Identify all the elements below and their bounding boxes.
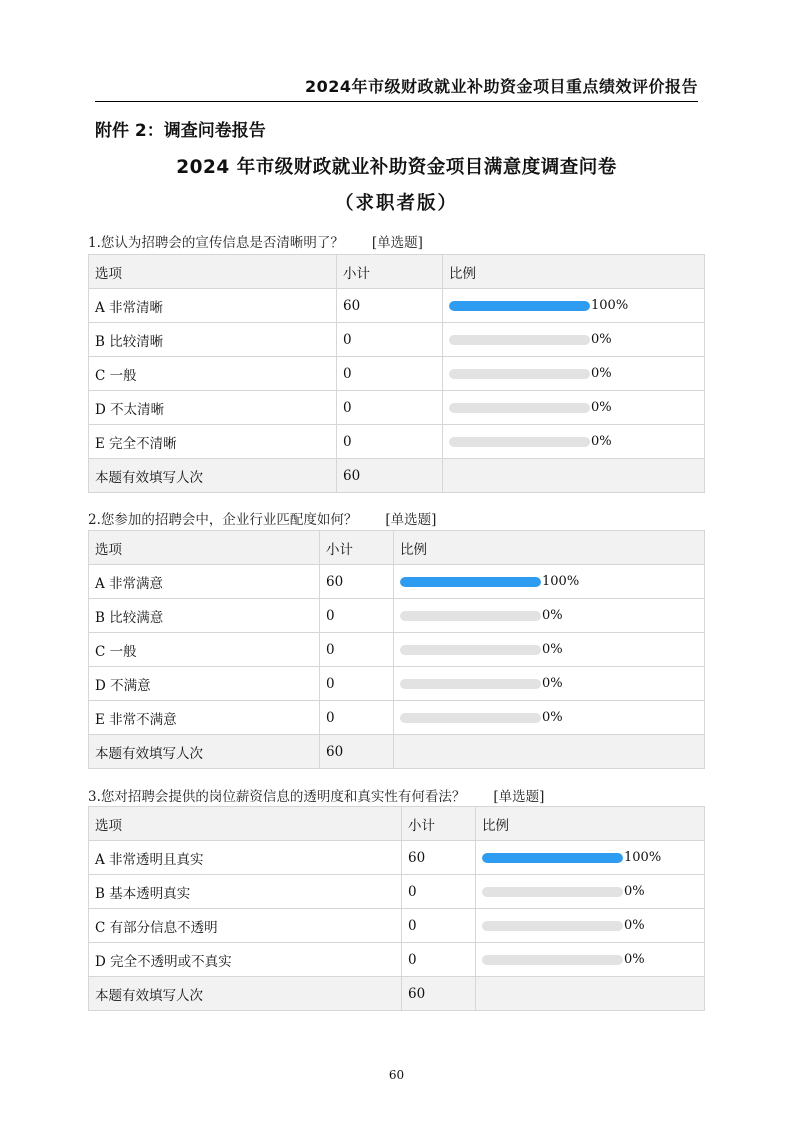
table-header-row (89, 255, 705, 289)
table-row (89, 909, 705, 943)
option-count: 0 (320, 633, 394, 667)
option-label: C 一般 (89, 357, 337, 391)
document-title: 2024 年市级财政就业补助资金项目满意度调查问卷 (176, 157, 617, 178)
option-label: D 完全不透明或不真实 (89, 943, 402, 977)
option-ratio (476, 943, 705, 977)
question-text: 2.您参加的招聘会中，企业行业匹配度如何？ (88, 512, 358, 528)
total-empty (476, 977, 705, 1011)
table-row (89, 841, 705, 875)
option-ratio (443, 289, 705, 323)
percent-label: 0% (591, 332, 612, 347)
header-ratio: 比例 (394, 531, 705, 565)
option-count: 0 (337, 357, 443, 391)
option-ratio (443, 323, 705, 357)
ratio-bar (400, 676, 704, 691)
percent-label: 100% (624, 850, 662, 865)
percent-label: 100% (591, 298, 629, 313)
ratio-bar (400, 710, 704, 725)
option-label: B 比较满意 (89, 599, 320, 633)
header-count: 小计 (402, 807, 476, 841)
table-row (89, 667, 705, 701)
option-count: 60 (320, 565, 394, 599)
ratio-bar (449, 434, 704, 449)
option-count: 0 (320, 667, 394, 701)
table-row (89, 391, 705, 425)
option-ratio (394, 633, 705, 667)
ratio-bar (449, 400, 704, 415)
bar-track (400, 645, 541, 655)
option-label: A 非常透明且真实 (89, 841, 402, 875)
bar-track (449, 301, 590, 311)
percent-label: 0% (591, 434, 612, 449)
question-type: [单选题] (493, 789, 545, 805)
option-ratio (443, 425, 705, 459)
option-ratio (394, 599, 705, 633)
question-text: 1.您认为招聘会的宣传信息是否清晰明了？ (88, 235, 344, 251)
question-1-table (88, 254, 705, 493)
ratio-bar (482, 850, 704, 865)
table-header-row (89, 531, 705, 565)
table-row (89, 425, 705, 459)
table-row (89, 565, 705, 599)
bar-fill (482, 853, 623, 863)
bar-track (400, 611, 541, 621)
bar-track (482, 887, 623, 897)
option-ratio (394, 565, 705, 599)
table-row (89, 875, 705, 909)
option-ratio (476, 875, 705, 909)
table-row (89, 701, 705, 735)
header-rule (95, 101, 698, 102)
header-option: 选项 (89, 807, 402, 841)
table-row (89, 323, 705, 357)
bar-track (449, 335, 590, 345)
bar-track (400, 577, 541, 587)
percent-label: 0% (542, 608, 563, 623)
percent-label: 0% (624, 884, 645, 899)
total-label: 本题有效填写人次 (89, 977, 402, 1011)
bar-fill (400, 577, 541, 587)
bar-track (449, 369, 590, 379)
bar-track (400, 713, 541, 723)
percent-label: 0% (542, 710, 563, 725)
total-empty (443, 459, 705, 493)
ratio-bar (449, 298, 704, 313)
bar-track (449, 437, 590, 447)
option-ratio (476, 841, 705, 875)
percent-label: 0% (624, 918, 645, 933)
option-count: 60 (402, 841, 476, 875)
table-row (89, 357, 705, 391)
bar-track (482, 853, 623, 863)
ratio-bar (482, 918, 704, 933)
question-2-table (88, 530, 705, 769)
option-count: 0 (320, 599, 394, 633)
option-label: C 有部分信息不透明 (89, 909, 402, 943)
option-ratio (394, 701, 705, 735)
ratio-bar (449, 366, 704, 381)
table-header-row (89, 807, 705, 841)
total-row (89, 977, 705, 1011)
option-count: 0 (320, 701, 394, 735)
page-number: 60 (388, 1068, 405, 1082)
header-option: 选项 (89, 531, 320, 565)
table-row (89, 633, 705, 667)
option-label: E 完全不清晰 (89, 425, 337, 459)
bar-track (400, 679, 541, 689)
ratio-bar (400, 608, 704, 623)
header-ratio: 比例 (443, 255, 705, 289)
option-ratio (476, 909, 705, 943)
total-row (89, 459, 705, 493)
running-header: 2024年市级财政就业补助资金项目重点绩效评价报告 (304, 77, 698, 96)
header-count: 小计 (320, 531, 394, 565)
ratio-bar (449, 332, 704, 347)
total-row (89, 735, 705, 769)
ratio-bar (400, 574, 704, 589)
percent-label: 100% (542, 574, 580, 589)
appendix-title: 附件 2：调查问卷报告 (95, 121, 266, 141)
header-ratio: 比例 (476, 807, 705, 841)
question-3-table (88, 806, 705, 1011)
header-option: 选项 (89, 255, 337, 289)
option-label: E 非常不满意 (89, 701, 320, 735)
option-label: A 非常清晰 (89, 289, 337, 323)
ratio-bar (400, 642, 704, 657)
option-ratio (443, 391, 705, 425)
percent-label: 0% (591, 366, 612, 381)
percent-label: 0% (542, 642, 563, 657)
question-text: 3.您对招聘会提供的岗位薪资信息的透明度和真实性有何看法？ (88, 789, 466, 805)
option-ratio (394, 667, 705, 701)
bar-track (482, 955, 623, 965)
bar-track (449, 403, 590, 413)
question-type: [单选题] (385, 512, 437, 528)
option-count: 0 (337, 323, 443, 357)
document-subtitle: （求职者版） (334, 193, 458, 214)
option-count: 0 (337, 425, 443, 459)
question-1 (88, 231, 423, 251)
option-count: 0 (402, 875, 476, 909)
option-count: 0 (402, 943, 476, 977)
option-count: 0 (337, 391, 443, 425)
table-row (89, 943, 705, 977)
percent-label: 0% (624, 952, 645, 967)
option-ratio (443, 357, 705, 391)
bar-fill (449, 301, 590, 311)
ratio-bar (482, 952, 704, 967)
total-empty (394, 735, 705, 769)
question-2 (88, 508, 436, 528)
table-row (89, 599, 705, 633)
option-label: A 非常满意 (89, 565, 320, 599)
option-label: B 比较清晰 (89, 323, 337, 357)
percent-label: 0% (591, 400, 612, 415)
bar-track (482, 921, 623, 931)
option-count: 0 (402, 909, 476, 943)
option-count: 60 (337, 289, 443, 323)
option-label: D 不满意 (89, 667, 320, 701)
ratio-bar (482, 884, 704, 899)
total-label: 本题有效填写人次 (89, 459, 337, 493)
percent-label: 0% (542, 676, 563, 691)
table-row (89, 289, 705, 323)
question-type: [单选题] (371, 235, 423, 251)
header-count: 小计 (337, 255, 443, 289)
total-count: 60 (337, 459, 443, 493)
total-count: 60 (402, 977, 476, 1011)
option-label: B 基本透明真实 (89, 875, 402, 909)
option-label: C 一般 (89, 633, 320, 667)
total-count: 60 (320, 735, 394, 769)
option-label: D 不太清晰 (89, 391, 337, 425)
question-3 (88, 785, 544, 805)
total-label: 本题有效填写人次 (89, 735, 320, 769)
